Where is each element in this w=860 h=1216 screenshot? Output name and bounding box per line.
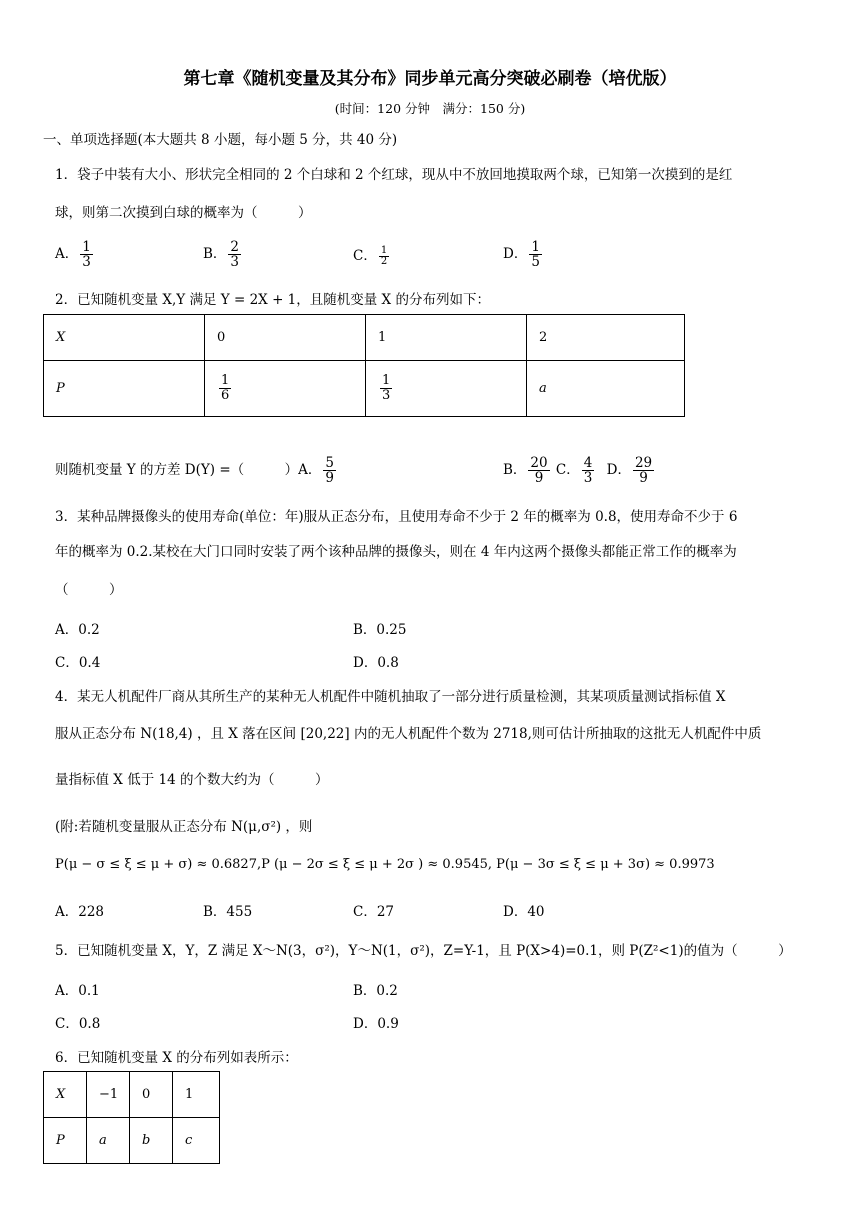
page-title: 第七章《随机变量及其分布》同步单元高分突破必刷卷（培优版） bbox=[183, 69, 677, 89]
section-heading: 一、单项选择题(本大题共 8 小题，每小题 5 分，共 40 分) bbox=[43, 132, 398, 148]
q4-option-d[interactable]: D．40 bbox=[503, 904, 545, 920]
q4-note: (附:若随机变量服从正态分布 N(μ,σ²) ，则 bbox=[55, 819, 313, 835]
q5-option-c[interactable]: C．0.8 bbox=[55, 1016, 101, 1032]
q3-line3: （ ） bbox=[55, 582, 123, 598]
q4-line2: 服从正态分布 N(18,4) ，且 X 落在区间 [20,22] 内的无人机配件个数为 2718,则可估计所抽取的这批无人机配件中质 bbox=[55, 726, 762, 742]
q4-line1: 4．某无人机配件厂商从其所生产的某种无人机配件中随机抽取了一部分进行质量检测，其某项质量测试指标值 X bbox=[55, 689, 726, 705]
q2-options-bcd[interactable]: B． $\frac{20}{9}$ C． $\frac{4}{3}$ D． $\frac{29}{9}$ bbox=[503, 455, 653, 487]
q3-option-b[interactable]: B．0.25 bbox=[353, 622, 407, 638]
q3-option-d[interactable]: D．0.8 bbox=[353, 655, 399, 671]
q6-stem: 6．已知随机变量 X 的分布列如表所示： bbox=[55, 1050, 298, 1066]
q2-stem: 2．已知随机变量 X,Y 满足 Y = 2X + 1，且随机变量 X 的分布列如下： bbox=[55, 292, 490, 308]
q4-option-b[interactable]: B．455 bbox=[203, 904, 253, 920]
q4-formula: P(μ − σ ≤ ξ ≤ μ + σ) ≈ 0.6827,P (μ − 2σ ≤ ξ ≤ μ + 2σ ) ≈ 0.9545, P(μ − 3σ ≤ ξ ≤ μ + 3σ) ≈ 0.9973 bbox=[55, 857, 715, 872]
q1-option-a[interactable]: A． $\frac{1}{3}$ bbox=[55, 239, 91, 271]
q1-line1: 1．袋子中装有大小、形状完全相同的 2 个白球和 2 个红球，现从中不放回地摸取两个球，已知第一次摸到的是红 bbox=[55, 167, 733, 183]
exam-info: (时间：120 分钟 满分：150 分) bbox=[334, 101, 526, 116]
q1-line2: 球，则第二次摸到白球的概率为（ ） bbox=[55, 205, 312, 221]
q3-option-a[interactable]: A．0.2 bbox=[55, 622, 100, 638]
q4-line3: 量指标值 X 低于 14 的个数大约为（ ） bbox=[55, 772, 329, 788]
q5-option-d[interactable]: D．0.9 bbox=[353, 1016, 399, 1032]
q5-stem: 5．已知随机变量 X，Y，Z 满足 X～N(3，σ²)，Y～N(1，σ²)，Z=Y-1，且 P(X>4)=0.1，则 P(Z²<1)的值为（ ） bbox=[55, 943, 792, 959]
q1-option-c[interactable]: C． $\frac{1}{2}$ bbox=[353, 244, 388, 267]
q3-option-c[interactable]: C．0.4 bbox=[55, 655, 101, 671]
q2-distribution-table: X 0 1 2 P $\frac{1}{6}$ $\frac{1}{3}$ a bbox=[43, 314, 685, 417]
q4-option-c[interactable]: C．27 bbox=[353, 904, 395, 920]
q2-ask: 则随机变量 Y 的方差 D(Y) =（ ）A． $\frac{5}{9}$ bbox=[55, 455, 335, 487]
q4-option-a[interactable]: A．228 bbox=[55, 904, 105, 920]
q5-option-a[interactable]: A．0.1 bbox=[55, 983, 100, 999]
q5-option-b[interactable]: B．0.2 bbox=[353, 983, 398, 999]
q3-line2: 年的概率为 0.2.某校在大门口同时安装了两个该种品牌的摄像头，则在 4 年内这两个摄像头都能正常工作的概率为 bbox=[55, 544, 737, 560]
q1-option-b[interactable]: B． $\frac{2}{3}$ bbox=[203, 239, 240, 271]
q3-line1: 3．某种品牌摄像头的使用寿命(单位：年)服从正态分布，且使用寿命不少于 2 年的概率为 0.8，使用寿命不少于 6 bbox=[55, 509, 738, 525]
q6-distribution-table: X −1 0 1 P a b c bbox=[43, 1071, 220, 1164]
q1-option-d[interactable]: D． $\frac{1}{5}$ bbox=[503, 239, 540, 271]
